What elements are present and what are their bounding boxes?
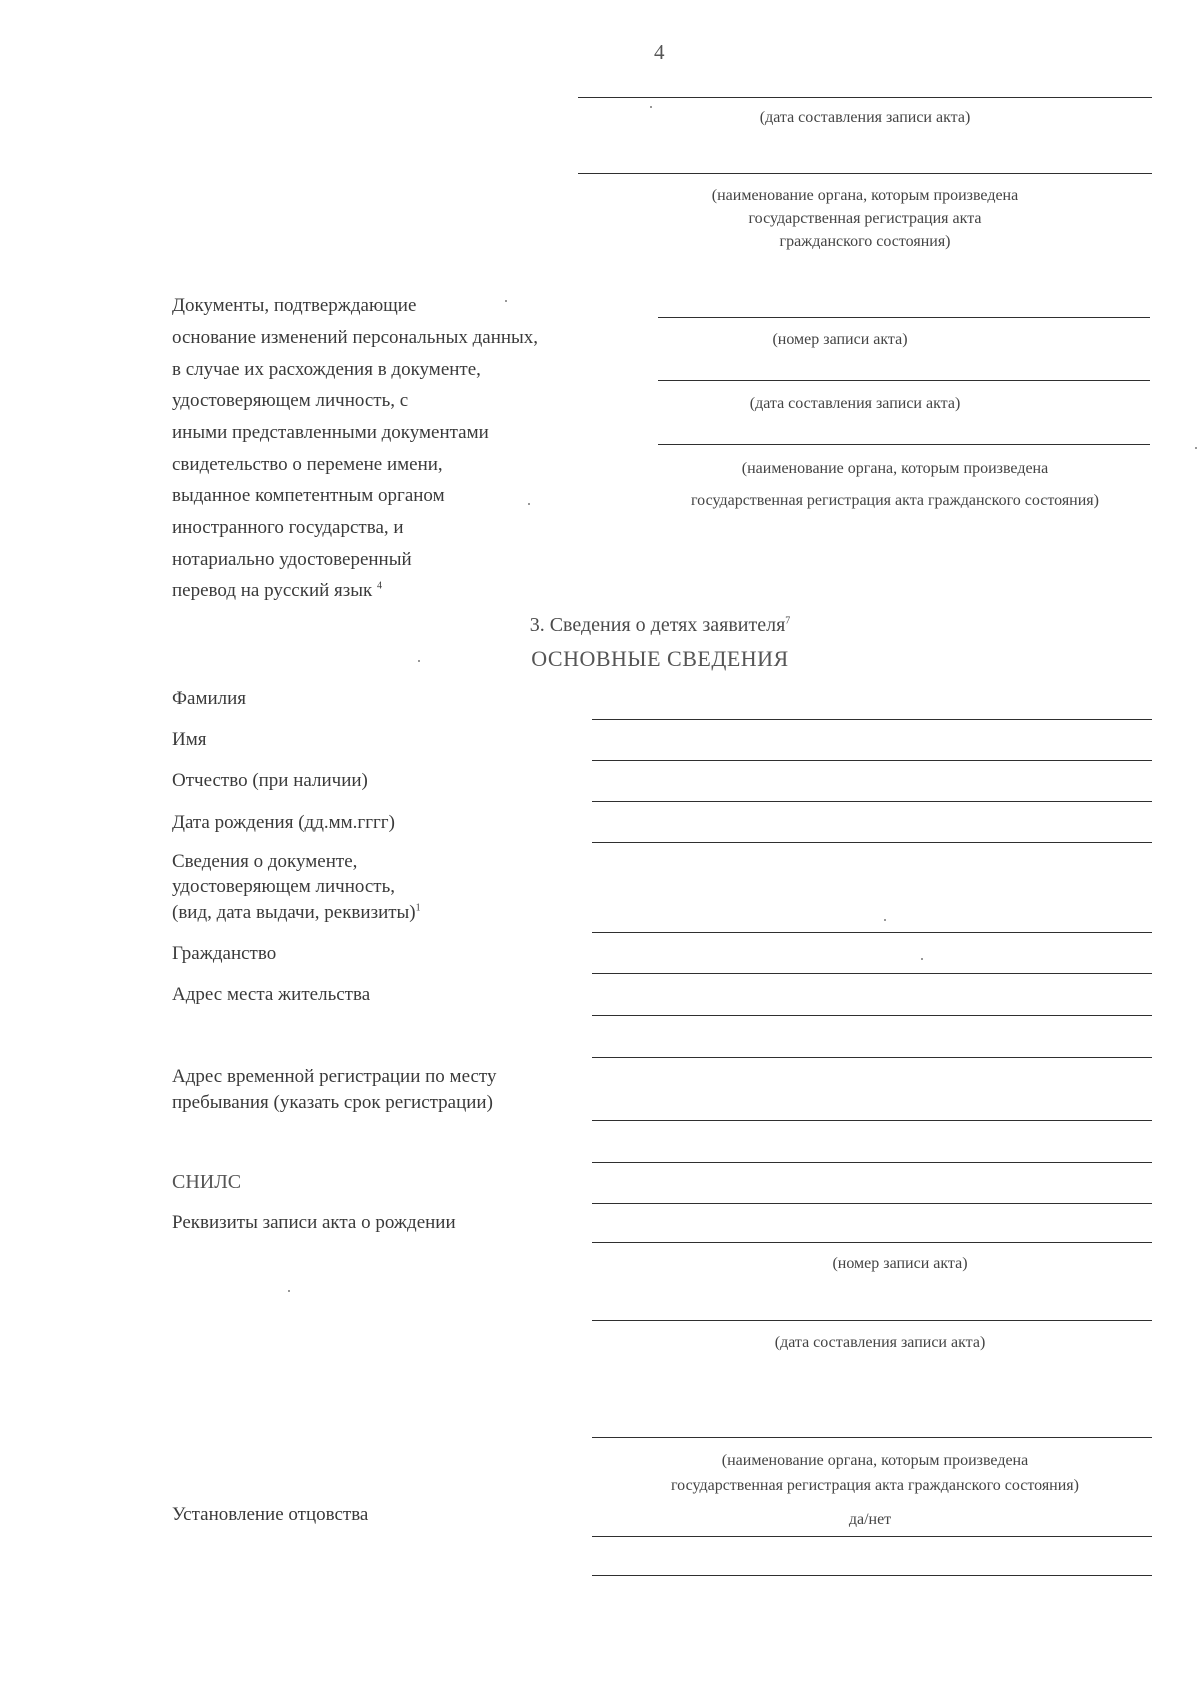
- birth-record-number-caption: (номер записи акта): [832, 1255, 968, 1272]
- birth-record-date-caption: (дата составления записи акта): [774, 1334, 986, 1351]
- documents-label-line-9: нотариально удостоверенный: [172, 549, 412, 570]
- id-doc-label-line-1: Сведения о документе,: [172, 851, 358, 872]
- section-3-footnote: 7: [785, 615, 791, 627]
- scan-speck: [1195, 447, 1197, 449]
- section-3-subtitle: ОСНОВНЫЕ СВЕДЕНИЯ: [531, 646, 789, 671]
- documents-organ-caption-line-1: (наименование органа, которым произведена: [741, 460, 1049, 477]
- section-3-title-text: 3. Сведения о детях заявителя: [529, 614, 786, 636]
- residence-address-label: Адрес места жительства: [172, 984, 371, 1005]
- scan-speck: [921, 958, 923, 960]
- date-caption: (дата составления записи акта): [759, 109, 971, 126]
- documents-organ-line: [658, 444, 1150, 445]
- scan-speck: [505, 300, 507, 302]
- id-doc-label-line-3: [172, 898, 421, 927]
- documents-label-line-7: выданное компетентным органом: [172, 485, 445, 506]
- temp-registration-line-2: [592, 1162, 1152, 1163]
- id-doc-label-text: (вид, дата выдачи, реквизиты): [172, 902, 416, 923]
- birth-date-line: [592, 842, 1152, 843]
- page-number: 4: [654, 40, 665, 64]
- birth-record-number-line: [592, 1242, 1152, 1243]
- documents-label-line-8: иностранного государства, и: [172, 517, 404, 538]
- scan-speck: [288, 1290, 290, 1292]
- documents-label-last-text: перевод на русский язык: [172, 580, 373, 601]
- birth-record-organ-line: [592, 1437, 1152, 1438]
- temp-registration-label-line-2: пребывания (указать срок регистрации): [172, 1092, 493, 1113]
- id-doc-line: [592, 932, 1152, 933]
- organ-line: [578, 173, 1152, 174]
- documents-label-line-1: Документы, подтверждающие: [172, 295, 417, 316]
- temp-registration-line-1: [592, 1120, 1152, 1121]
- residence-address-line-2: [592, 1057, 1152, 1058]
- birth-date-label: Дата рождения (дд.мм.гггг): [172, 812, 395, 833]
- documents-label-line-3: в случае их расхождения в документе,: [172, 359, 481, 380]
- documents-date-caption: (дата составления записи акта): [749, 395, 961, 412]
- section-3-title: [400, 611, 920, 639]
- name-label: Имя: [172, 729, 207, 750]
- temp-registration-label-line-1: Адрес временной регистрации по месту: [172, 1066, 497, 1087]
- paternity-label: Установление отцовства: [172, 1504, 369, 1525]
- organ-caption-line-1: (наименование органа, которым произведена: [711, 187, 1019, 204]
- documents-label-line-5: иными представленными документами: [172, 422, 489, 443]
- citizenship-line: [592, 973, 1152, 974]
- documents-label-line-6: свидетельство о перемене имени,: [172, 454, 443, 475]
- birth-record-date-line: [592, 1320, 1152, 1321]
- residence-address-line-1: [592, 1015, 1152, 1016]
- birth-record-label: Реквизиты записи акта о рождении: [172, 1212, 456, 1233]
- id-doc-footnote: 1: [415, 902, 421, 914]
- snils-line: [592, 1203, 1152, 1204]
- citizenship-label: Гражданство: [172, 943, 277, 964]
- documents-label-line-2: основание изменений персональных данных,: [172, 327, 539, 348]
- organ-caption-line-3: гражданского состояния): [779, 233, 951, 250]
- documents-number-line: [658, 317, 1150, 318]
- date-line: [578, 97, 1152, 98]
- documents-label-line-10: [172, 576, 382, 605]
- documents-label-line-4: удостоверяющем личность, с: [172, 390, 409, 411]
- documents-label-footnote: 4: [377, 580, 383, 592]
- documents-date-line: [658, 380, 1150, 381]
- patronymic-line: [592, 801, 1152, 802]
- scan-speck: [418, 660, 420, 662]
- patronymic-label: Отчество (при наличии): [172, 770, 368, 791]
- name-line: [592, 760, 1152, 761]
- paternity-extra-line: [592, 1575, 1152, 1576]
- scan-speck: [884, 919, 886, 921]
- documents-number-caption: (номер записи акта): [772, 331, 908, 348]
- id-doc-label-line-2: удостоверяющем личность,: [172, 876, 395, 897]
- snils-label: СНИЛС: [172, 1171, 242, 1193]
- paternity-caption: да/нет: [848, 1511, 892, 1528]
- surname-line: [592, 719, 1152, 720]
- documents-organ-caption-line-2: государственная регистрация акта гражданского состояния): [691, 492, 1099, 509]
- scan-speck: [528, 503, 530, 505]
- paternity-line: [592, 1536, 1152, 1537]
- surname-label: Фамилия: [172, 688, 247, 709]
- scan-speck: [650, 106, 652, 108]
- birth-record-organ-caption-line-2: государственная регистрация акта гражданского состояния): [671, 1477, 1079, 1494]
- organ-caption-line-2: государственная регистрация акта: [748, 210, 982, 227]
- birth-record-organ-caption-line-1: (наименование органа, которым произведена: [721, 1452, 1029, 1469]
